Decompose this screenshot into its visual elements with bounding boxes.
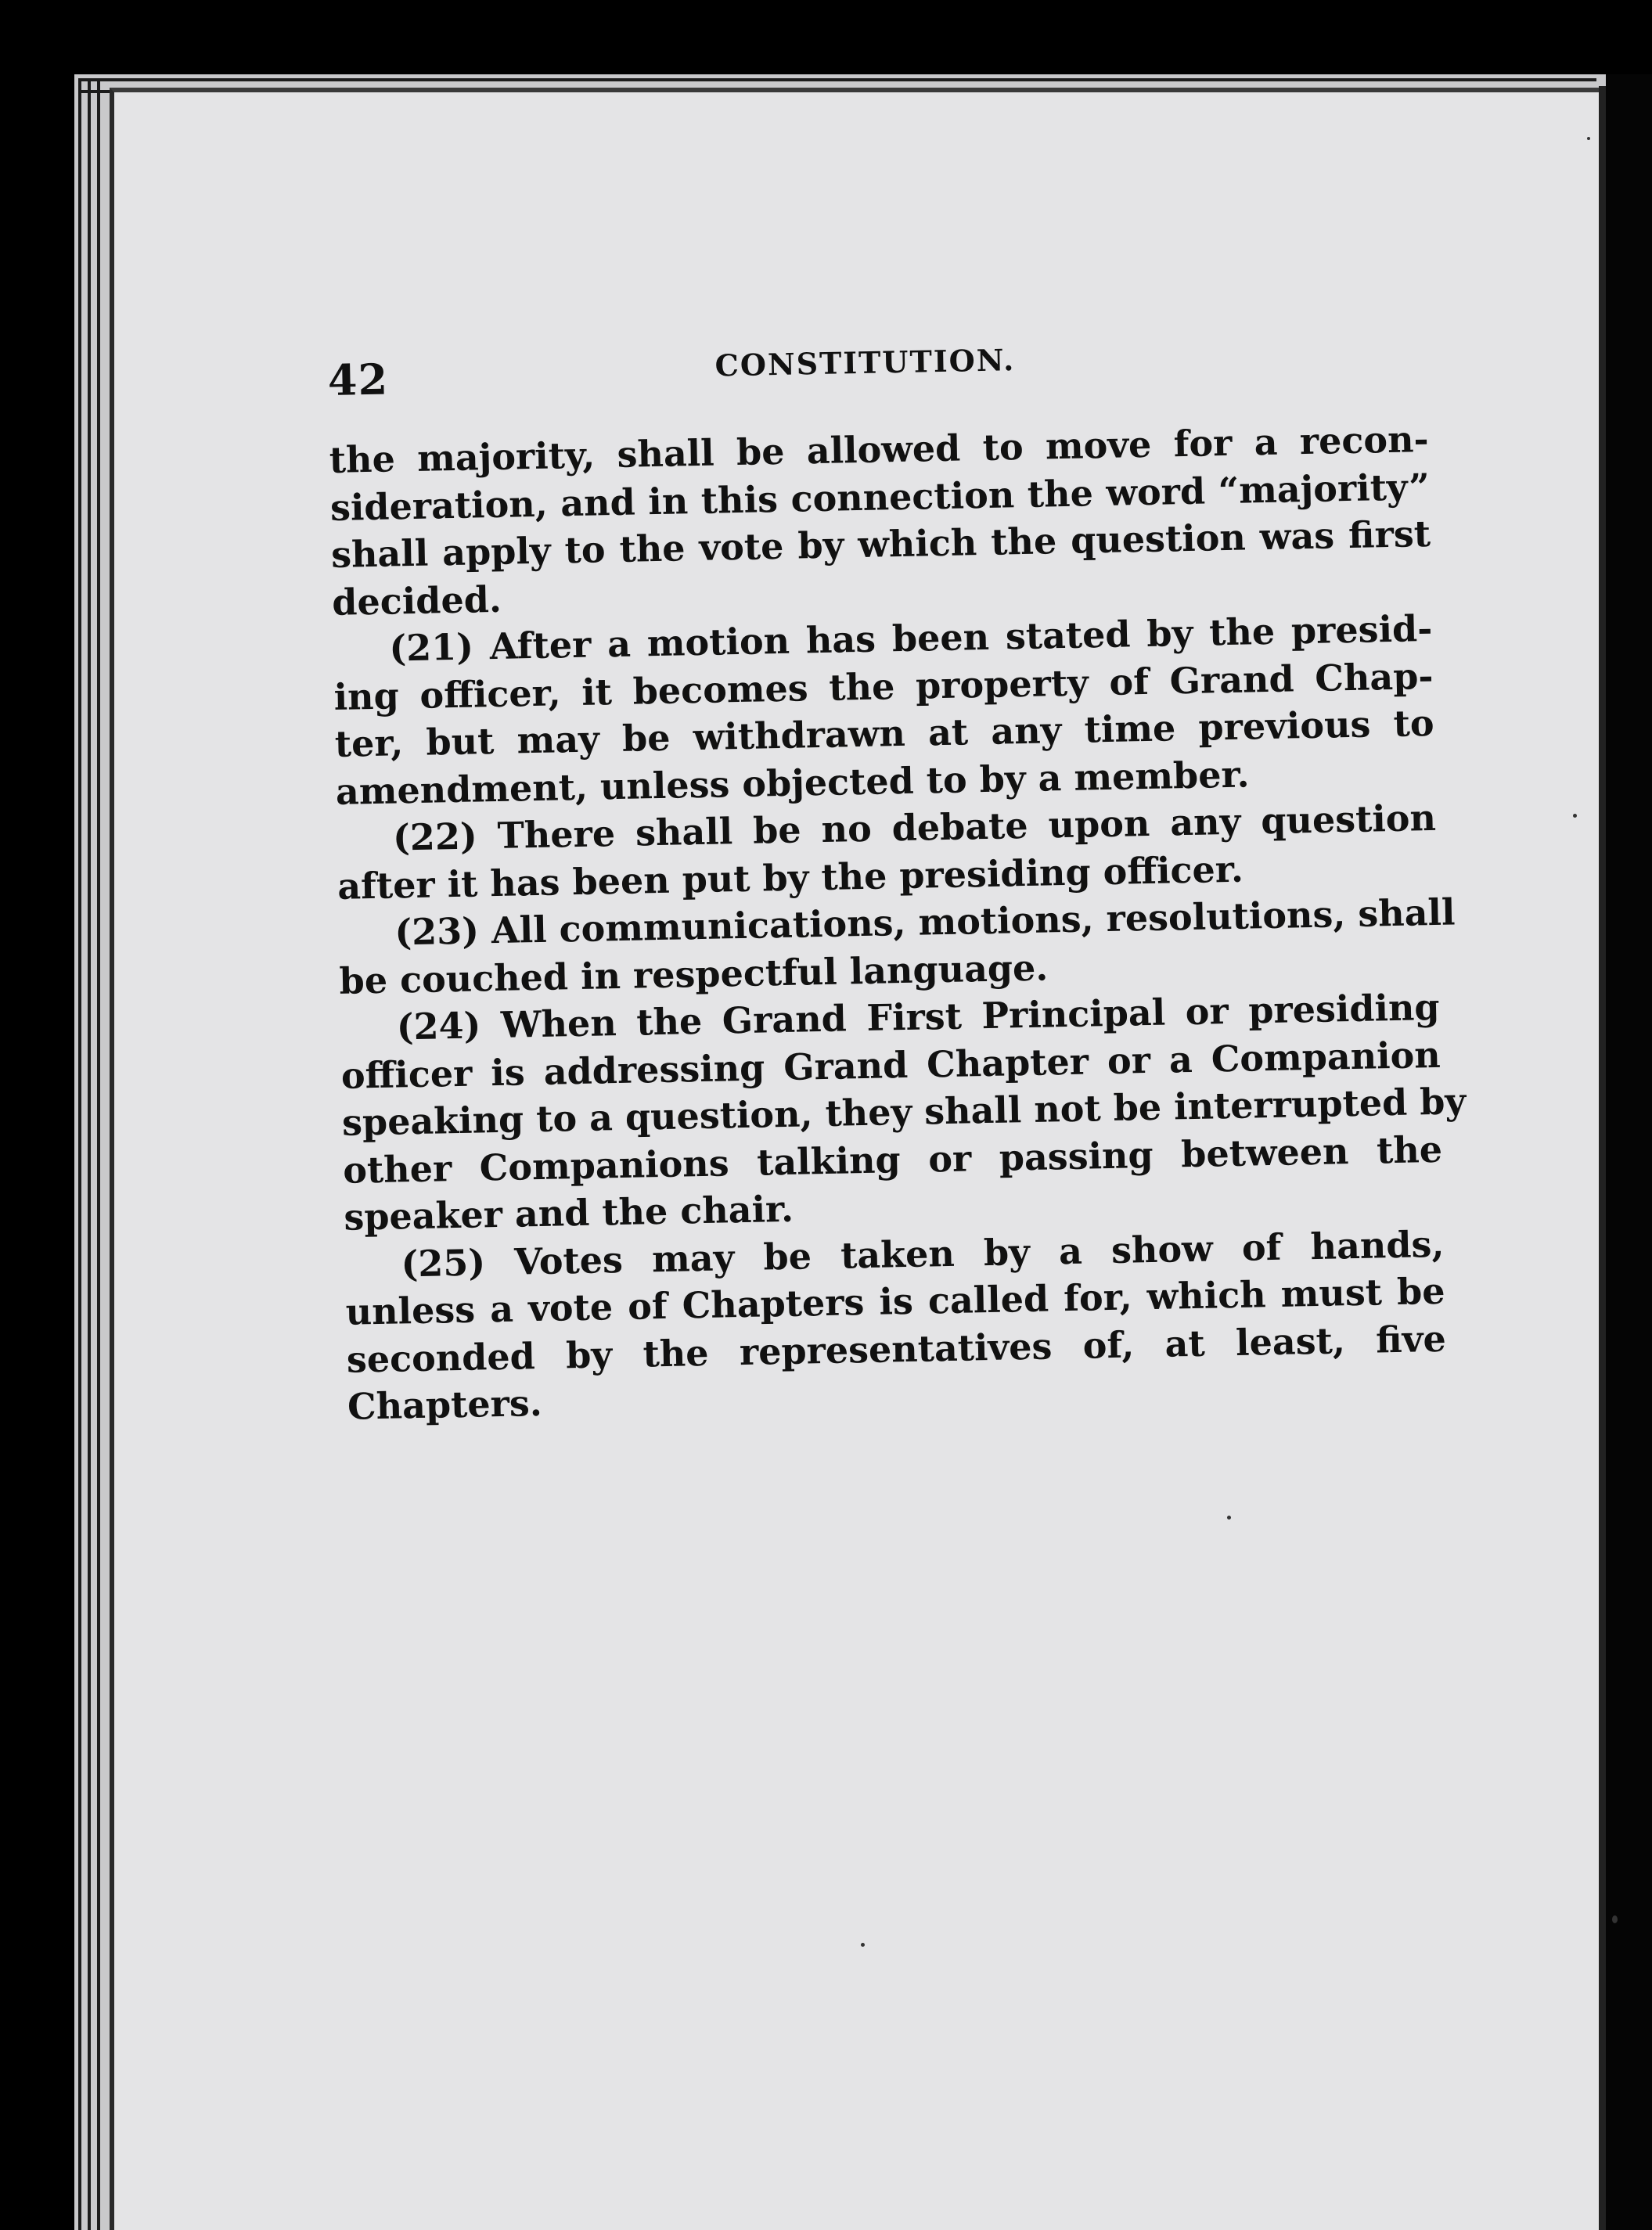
- text-line: speaking to a question, they shall not be interrupted by: [341, 1080, 1467, 1144]
- dust-speck: [1227, 1516, 1231, 1520]
- page-edge-line: [97, 78, 100, 2230]
- page-content: [327, 323, 1467, 1430]
- page-edge-line: [78, 78, 1596, 81]
- text-line: Chapters.: [347, 1381, 543, 1428]
- text-line: seconded by the representatives of, at least, five: [346, 1317, 1447, 1381]
- paragraph-25: [344, 1220, 1447, 1430]
- running-title: CONSTITUTION.: [714, 342, 1016, 383]
- text-line: amendment, unless objected to by a member.: [335, 752, 1250, 813]
- scan-right-margin: [1606, 74, 1652, 2230]
- text-line: other Companions talking or passing between the: [342, 1128, 1443, 1192]
- dust-speck: [1612, 1915, 1618, 1923]
- dust-speck: [1587, 137, 1590, 140]
- text-line: (25) Votes may be taken by a show of hands,: [401, 1222, 1445, 1285]
- text-line: decided.: [331, 577, 502, 624]
- text-line: (22) There shall be no debate upon any question: [392, 796, 1437, 859]
- text-line: officer is addressing Grand Chapter or a Companion: [340, 1033, 1441, 1097]
- text-line: the majority, shall be allowed to move for a recon-: [329, 418, 1430, 481]
- text-line: ter, but may be withdrawn at any time previous to: [334, 701, 1435, 765]
- text-line: (21) After a motion has been stated by the presid-: [388, 606, 1433, 670]
- text-line: sideration, and in this connection the word “majority”: [329, 465, 1431, 529]
- dust-speck: [1573, 814, 1577, 818]
- paragraph-24: [340, 984, 1467, 1241]
- text-line: (23) All communications, motions, resolutions, shall: [394, 890, 1456, 954]
- page-right-border: [1599, 86, 1606, 2230]
- text-line: ing officer, it becomes the property of Grand Chap-: [333, 654, 1434, 718]
- paragraph-continuation: [329, 415, 1431, 626]
- text-line: (24) When the Grand First Principal or presiding: [396, 985, 1441, 1048]
- paragraph-21: [333, 605, 1435, 815]
- dust-speck: [861, 1943, 865, 1947]
- text-line: shall apply to the vote by which the question was first: [330, 512, 1431, 576]
- text-line: unless a vote of Chapters is called for, which must be: [345, 1269, 1446, 1333]
- text-line: speaker and the chair.: [343, 1187, 794, 1239]
- page-number: 42: [327, 354, 389, 405]
- page-edge-line: [78, 78, 81, 2230]
- page-edge-line: [88, 78, 91, 2230]
- text-line: be couched in respectful language.: [339, 945, 1049, 1002]
- text-line: after it has been put by the presiding officer.: [337, 847, 1244, 908]
